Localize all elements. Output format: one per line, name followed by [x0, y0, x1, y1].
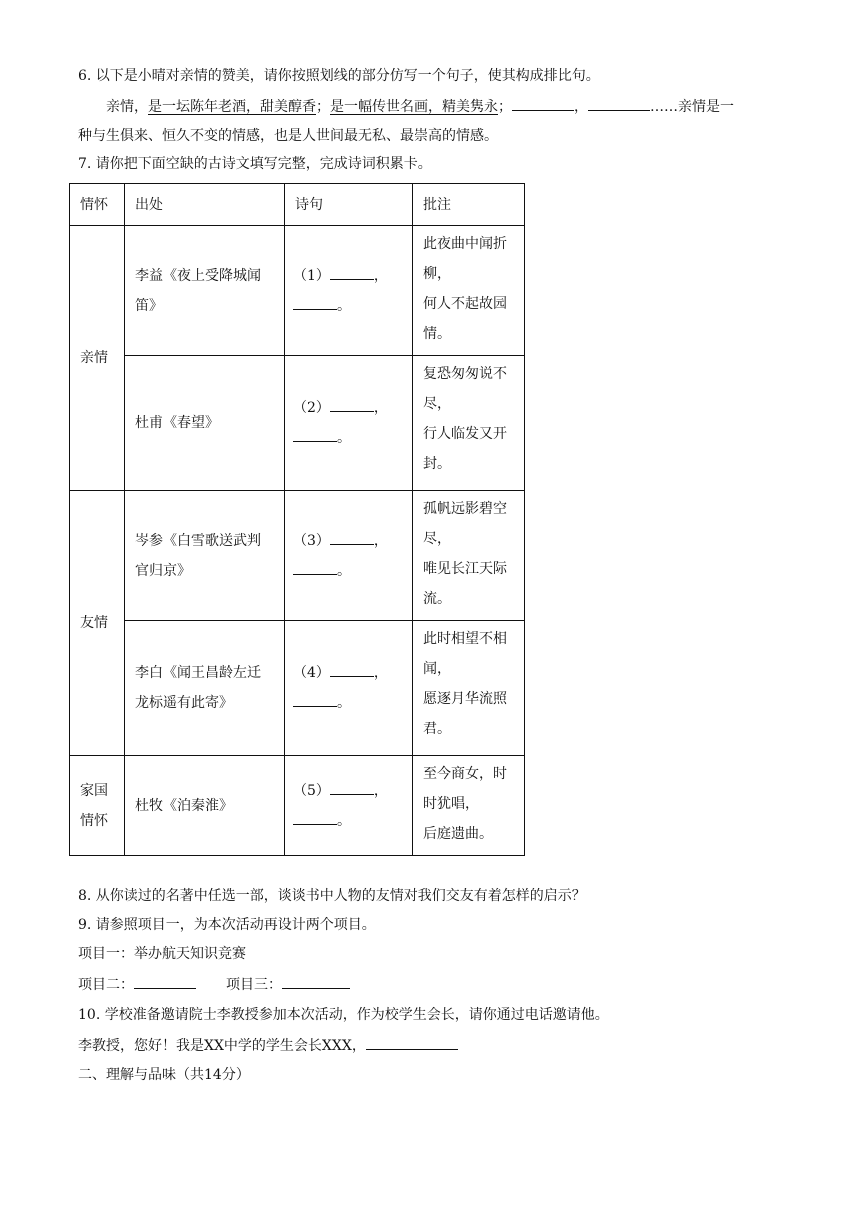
- verse-blank[interactable]: [330, 265, 374, 280]
- verse-period: 。: [337, 562, 351, 579]
- q6-separator-2: ；: [498, 99, 512, 115]
- verse-comma: ，: [373, 400, 388, 416]
- table-row: [70, 491, 525, 621]
- q10-answer-blank[interactable]: [366, 1035, 458, 1050]
- source-line: 李益《夜上受降城闻: [135, 267, 261, 284]
- poetry-card-table: [69, 183, 525, 856]
- verse-comma: ，: [373, 532, 388, 549]
- source-line: 官归京》: [135, 562, 191, 579]
- q9-project-3-blank[interactable]: [282, 974, 350, 989]
- q9-stem: 9. 请参照项目一，为本次活动再设计两个项目。: [78, 917, 376, 933]
- source-line: 李白《闻王昌龄左迁: [135, 665, 261, 681]
- source-cell: [125, 491, 285, 621]
- q9-project-3-label: 项目三：: [226, 977, 282, 993]
- note-line: 后庭遗曲。: [423, 826, 493, 842]
- source-line: 笛》: [135, 297, 163, 314]
- group-cell-patriotism: [70, 756, 125, 856]
- q6-underlined-phrase-2: 是一幅传世名画，精美隽永: [330, 99, 498, 115]
- note-line: 封。: [423, 456, 451, 472]
- q6-stem: 6. 以下是小晴对亲情的赞美，请你按照划线的部分仿写一个句子，使其构成排比句。: [78, 68, 600, 84]
- verse-period: 。: [337, 695, 351, 711]
- blank-number: （5）: [293, 782, 330, 799]
- note-line: 复恐匆匆说不: [423, 366, 507, 382]
- verse-comma: ，: [373, 782, 388, 799]
- header-cell: 诗句: [285, 184, 413, 226]
- note-line: 尽，: [423, 531, 451, 547]
- q10-stem: 10. 学校准备邀请院士李教授参加本次活动，作为校学生会长，请你通过电话邀请他。: [78, 1007, 609, 1023]
- q6-text-post: ……亲情是一: [650, 99, 734, 115]
- verse-blank[interactable]: [293, 427, 337, 442]
- blank-number: （2）: [293, 400, 330, 416]
- q6-text-pre: 亲情，: [106, 99, 148, 115]
- verse-blank[interactable]: [330, 662, 374, 677]
- note-line: 尽，: [423, 396, 451, 412]
- note-cell: [413, 226, 525, 356]
- source-line: 龙标遥有此寄》: [135, 695, 233, 711]
- q6-answer-blank-2[interactable]: [588, 96, 650, 111]
- verse-cell: [285, 491, 413, 621]
- source-cell: [125, 621, 285, 756]
- q9-project-2-label: 项目二：: [78, 977, 134, 993]
- verse-blank[interactable]: [330, 530, 374, 545]
- group-line: 家国: [80, 782, 108, 799]
- verse-cell: [285, 756, 413, 856]
- section-2-title: 二、理解与品味（共14分）: [78, 1067, 250, 1083]
- q9-project-1: 项目一：举办航天知识竞赛: [78, 946, 246, 962]
- verse-blank[interactable]: [330, 397, 374, 412]
- q8-stem: 8. 从你读过的名著中任选一部，谈谈书中人物的友情对我们交友有着怎样的启示？: [78, 888, 586, 904]
- note-cell: [413, 756, 525, 856]
- q6-separator-1: ；: [316, 99, 330, 115]
- table-row: [70, 621, 525, 756]
- note-line: 此时相望不相: [423, 631, 507, 647]
- blank-number: （1）: [293, 267, 330, 284]
- verse-cell: [285, 621, 413, 756]
- group-cell-friendship: 友情: [70, 491, 125, 756]
- source-line: 杜甫《春望》: [135, 415, 219, 431]
- table-row: [70, 756, 525, 856]
- table-header-row: [70, 184, 525, 226]
- verse-blank[interactable]: [293, 560, 337, 575]
- source-cell: [125, 226, 285, 356]
- note-line: 孤帆远影碧空: [423, 501, 507, 517]
- note-line: 柳，: [423, 266, 451, 282]
- note-line: 愿逐月华流照: [423, 691, 507, 707]
- source-line: 杜牧《泊秦淮》: [135, 797, 233, 814]
- verse-blank[interactable]: [293, 692, 337, 707]
- source-line: 岑参《白雪歌送武判: [135, 532, 261, 549]
- note-line: 闻，: [423, 661, 451, 677]
- note-line: 唯见长江天际: [423, 561, 507, 577]
- header-cell: 批注: [413, 184, 525, 226]
- note-line: 情。: [423, 326, 451, 342]
- q9-projects-2-3: [78, 974, 350, 995]
- header-cell: 情怀: [70, 184, 125, 226]
- note-line: 时犹唱，: [423, 796, 479, 812]
- source-cell: [125, 756, 285, 856]
- header-cell: 出处: [125, 184, 285, 226]
- table-row: [70, 226, 525, 356]
- q6-answer-blank-1[interactable]: [512, 96, 574, 111]
- q6-text-line2: 种与生俱来、恒久不变的情感，也是人世间最无私、最崇高的情感。: [78, 128, 498, 144]
- verse-comma: ，: [373, 267, 388, 284]
- q6-comma: ，: [574, 99, 588, 115]
- note-cell: [413, 491, 525, 621]
- group-cell-family: 亲情: [70, 226, 125, 491]
- verse-period: 。: [337, 430, 351, 446]
- blank-number: （4）: [293, 665, 330, 681]
- q7-stem: 7. 请你把下面空缺的古诗文填写完整，完成诗词积累卡。: [78, 156, 432, 172]
- blank-number: （3）: [293, 532, 330, 549]
- verse-period: 。: [337, 297, 351, 314]
- note-line: 流。: [423, 591, 451, 607]
- q10-prompt: 李教授，您好！我是XX中学的学生会长XXX，: [78, 1038, 366, 1054]
- verse-period: 。: [337, 812, 351, 829]
- verse-cell: [285, 356, 413, 491]
- note-cell: [413, 356, 525, 491]
- verse-cell: [285, 226, 413, 356]
- note-cell: [413, 621, 525, 756]
- note-line: 君。: [423, 721, 451, 737]
- verse-blank[interactable]: [293, 295, 337, 310]
- verse-blank[interactable]: [293, 810, 337, 825]
- q6-underlined-phrase-1: 是一坛陈年老酒，甜美醇香: [148, 99, 316, 115]
- table-row: [70, 356, 525, 491]
- note-line: 此夜曲中闻折: [423, 236, 507, 252]
- q10-answer-line: [78, 1035, 458, 1056]
- verse-comma: ，: [373, 665, 388, 681]
- q6-text-line1: [106, 96, 734, 117]
- note-line: 行人临发又开: [423, 426, 507, 442]
- source-cell: [125, 356, 285, 491]
- group-line: 情怀: [80, 812, 108, 829]
- q9-project-2-blank[interactable]: [134, 974, 196, 989]
- note-line: 至今商女，时: [423, 766, 507, 782]
- note-line: 何人不起故园: [423, 296, 507, 312]
- verse-blank[interactable]: [330, 780, 374, 795]
